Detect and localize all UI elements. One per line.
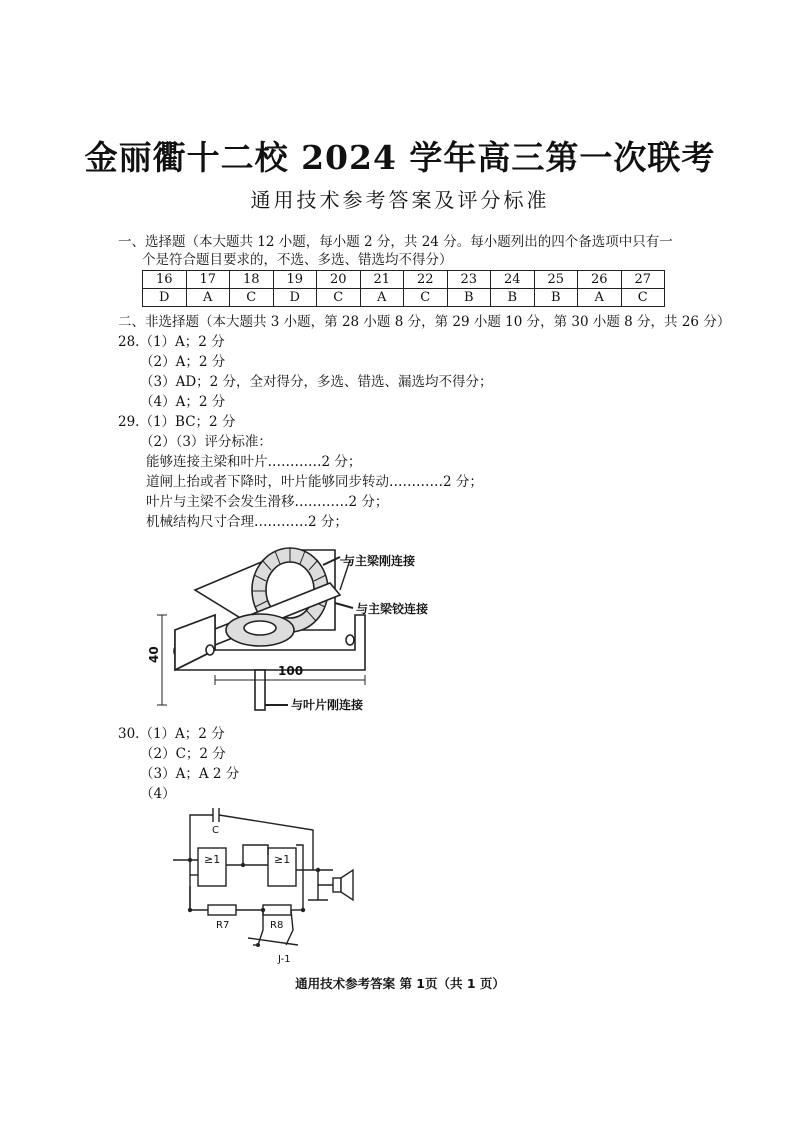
question-number-cell: 26 [578,271,622,289]
label-r7: R7 [216,920,230,931]
q29-criterion-3: 叶片与主梁不会发生滑移…………2 分； [146,494,389,510]
question-number-cell: 24 [491,271,535,289]
answer-cell: C [317,289,361,307]
answer-table-answer-row [143,289,665,307]
answer-cell: D [273,289,317,307]
label-main-hinge: 与主梁铰连接 [356,602,429,616]
answer-cell: A [186,289,230,307]
q29-criterion-2: 道闸上抬或者下降时，叶片能够同步转动…………2 分； [146,474,483,490]
question-number-cell: 18 [230,271,274,289]
resistor-r7 [208,905,236,915]
dim-height: 40 [147,646,161,663]
resistor-r8 [263,905,291,915]
q29-answer-2: （2）（3）评分标准： [140,434,272,450]
label-relay: J-1 [278,954,291,965]
label-gate-2: ≥1 [274,853,291,866]
answer-cell: B [447,289,491,307]
speaker-icon [333,878,341,892]
answer-table-number-row [143,271,665,289]
page-title: 金丽衢十二校 2024 学年高三第一次联考 [84,138,716,177]
label-r8: R8 [270,920,284,931]
label-blade-rigid: 与叶片刚连接 [291,698,364,712]
answer-table [142,270,665,307]
answer-cell: B [534,289,578,307]
q30-answer-3: （3）A；A 2 分 [140,766,240,782]
dim-width: 100 [278,664,304,678]
gear-bottom [226,614,294,646]
label-main-rigid: 与主梁刚连接 [343,554,416,568]
question-number-cell: 22 [404,271,448,289]
q30-answer-2: （2）C；2 分 [140,746,226,762]
answer-cell: A [360,289,404,307]
q29-criterion-4: 机械结构尺寸合理…………2 分； [146,514,348,530]
question-number-cell: 27 [621,271,665,289]
q29-criterion-1: 能够连接主梁和叶片…………2 分； [146,454,362,470]
section1-header-line2: 个是符合题目要求的，不选、多选、错选均不得分） [142,252,453,268]
question-number-cell: 16 [143,271,187,289]
question-number-cell: 25 [534,271,578,289]
answer-cell: D [143,289,187,307]
section2-header: 二、非选择题（本大题共 3 小题，第 28 小题 8 分，第 29 小题 10 分，第 30 小题 8 分，共 26 分） [118,314,731,330]
question-number-cell: 20 [317,271,361,289]
section1-header-line1: 一、选择题（本大题共 12 小题，每小题 2 分，共 24 分。每小题列出的四个备选项中只有一 [118,234,673,250]
page-subtitle: 通用技术参考答案及评分标准 [250,188,550,212]
circuit-diagram [168,800,368,970]
question-number-cell: 23 [447,271,491,289]
q28-answer-4: （4）A；2 分 [140,394,226,410]
answer-cell: C [230,289,274,307]
question-number-cell: 19 [273,271,317,289]
answer-cell: A [578,289,622,307]
q28-answer-2: （2）A；2 分 [140,354,226,370]
q30-answer-4: （4） [140,786,176,802]
answer-cell: C [404,289,448,307]
vertical-shaft [255,670,265,710]
q28-answer-1: 28.（1）A；2 分 [118,334,225,350]
answer-cell: C [621,289,665,307]
label-capacitor: C [212,825,219,836]
q29-answer-1: 29.（1）BC；2 分 [118,414,236,430]
q28-answer-3: （3）AD；2 分，全对得分，多选、错选、漏选均不得分； [140,374,493,390]
q30-answer-1: 30.（1）A；2 分 [118,726,225,742]
label-gate-1: ≥1 [204,853,221,866]
page-footer: 通用技术参考答案 第 1页（共 1 页） [295,976,505,991]
question-number-cell: 21 [360,271,404,289]
question-number-cell: 17 [186,271,230,289]
answer-cell: B [491,289,535,307]
mechanism-figure [140,535,460,720]
